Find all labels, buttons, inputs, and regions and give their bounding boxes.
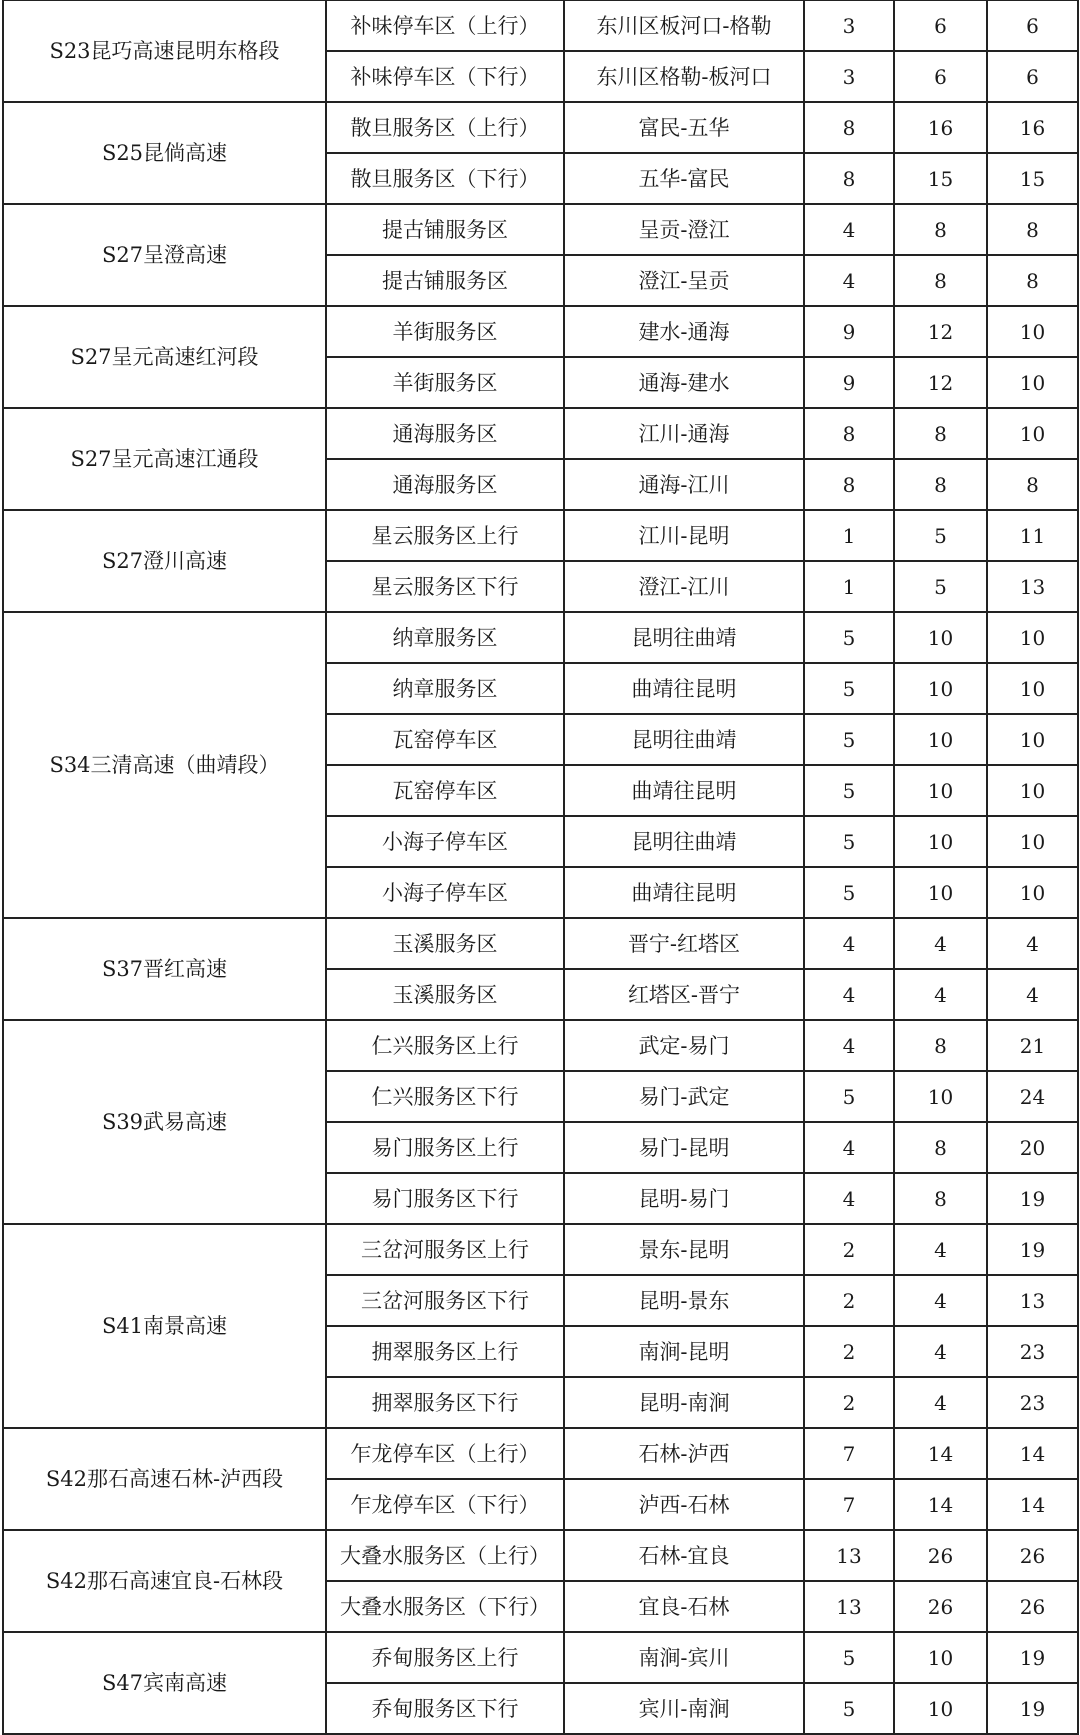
facility-name-cell: 大叠水服务区（下行） (326, 1581, 564, 1632)
direction-cell: 江川-通海 (564, 408, 804, 459)
facility-name-cell: 玉溪服务区 (326, 918, 564, 969)
value-c-cell: 23 (987, 1326, 1078, 1377)
direction-cell: 东川区板河口-格勒 (564, 0, 804, 51)
value-c-cell: 23 (987, 1377, 1078, 1428)
value-b-cell: 4 (894, 1224, 987, 1275)
value-b-cell: 6 (894, 51, 987, 102)
value-a-cell: 8 (804, 102, 894, 153)
direction-cell: 宾川-南涧 (564, 1683, 804, 1734)
direction-cell: 晋宁-红塔区 (564, 918, 804, 969)
direction-cell: 江川-昆明 (564, 510, 804, 561)
value-b-cell: 10 (894, 816, 987, 867)
value-a-cell: 4 (804, 918, 894, 969)
direction-cell: 易门-昆明 (564, 1122, 804, 1173)
value-c-cell: 19 (987, 1683, 1078, 1734)
facility-name-cell: 乔甸服务区上行 (326, 1632, 564, 1683)
value-a-cell: 4 (804, 204, 894, 255)
table-row (3, 612, 1078, 663)
value-b-cell: 14 (894, 1479, 987, 1530)
table-row (3, 1530, 1078, 1581)
value-a-cell: 1 (804, 561, 894, 612)
table-row (3, 204, 1078, 255)
value-a-cell: 1 (804, 510, 894, 561)
facility-name-cell: 纳章服务区 (326, 663, 564, 714)
value-c-cell: 8 (987, 459, 1078, 510)
value-b-cell: 8 (894, 255, 987, 306)
value-c-cell: 11 (987, 510, 1078, 561)
value-a-cell: 2 (804, 1224, 894, 1275)
direction-cell: 昆明-景东 (564, 1275, 804, 1326)
facility-name-cell: 羊街服务区 (326, 357, 564, 408)
value-a-cell: 5 (804, 663, 894, 714)
road-name-cell: S27呈元高速红河段 (3, 306, 326, 408)
value-a-cell: 5 (804, 612, 894, 663)
value-b-cell: 10 (894, 1683, 987, 1734)
direction-cell: 昆明往曲靖 (564, 714, 804, 765)
facility-name-cell: 瓦窑停车区 (326, 714, 564, 765)
value-b-cell: 4 (894, 1377, 987, 1428)
value-a-cell: 4 (804, 1122, 894, 1173)
direction-cell: 昆明-易门 (564, 1173, 804, 1224)
direction-cell: 曲靖往昆明 (564, 867, 804, 918)
facility-name-cell: 玉溪服务区 (326, 969, 564, 1020)
value-b-cell: 12 (894, 357, 987, 408)
direction-cell: 富民-五华 (564, 102, 804, 153)
value-b-cell: 16 (894, 102, 987, 153)
road-name-cell: S42那石高速石林-泸西段 (3, 1428, 326, 1530)
value-a-cell: 7 (804, 1428, 894, 1479)
direction-cell: 景东-昆明 (564, 1224, 804, 1275)
road-name-cell: S34三清高速（曲靖段） (3, 612, 326, 918)
facility-name-cell: 通海服务区 (326, 408, 564, 459)
value-b-cell: 4 (894, 1326, 987, 1377)
value-b-cell: 4 (894, 1275, 987, 1326)
table-row (3, 0, 1078, 51)
facility-name-cell: 提古铺服务区 (326, 255, 564, 306)
road-name-cell: S47宾南高速 (3, 1632, 326, 1734)
road-name-cell: S39武易高速 (3, 1020, 326, 1224)
value-b-cell: 8 (894, 1020, 987, 1071)
road-name-cell: S27呈澄高速 (3, 204, 326, 306)
value-c-cell: 19 (987, 1224, 1078, 1275)
value-b-cell: 4 (894, 969, 987, 1020)
table-row (3, 1224, 1078, 1275)
value-b-cell: 15 (894, 153, 987, 204)
table-row (3, 306, 1078, 357)
facility-name-cell: 通海服务区 (326, 459, 564, 510)
facility-name-cell: 补味停车区（下行） (326, 51, 564, 102)
direction-cell: 通海-建水 (564, 357, 804, 408)
value-b-cell: 10 (894, 663, 987, 714)
value-c-cell: 19 (987, 1173, 1078, 1224)
direction-cell: 昆明-南涧 (564, 1377, 804, 1428)
facility-name-cell: 小海子停车区 (326, 816, 564, 867)
facility-name-cell: 提古铺服务区 (326, 204, 564, 255)
value-a-cell: 4 (804, 1020, 894, 1071)
value-b-cell: 8 (894, 459, 987, 510)
value-b-cell: 14 (894, 1428, 987, 1479)
value-a-cell: 13 (804, 1581, 894, 1632)
value-c-cell: 10 (987, 714, 1078, 765)
value-c-cell: 10 (987, 765, 1078, 816)
facility-name-cell: 拥翠服务区上行 (326, 1326, 564, 1377)
direction-cell: 澄江-呈贡 (564, 255, 804, 306)
table-row (3, 1020, 1078, 1071)
facility-name-cell: 补味停车区（上行） (326, 0, 564, 51)
value-b-cell: 10 (894, 867, 987, 918)
road-name-cell: S25昆倘高速 (3, 102, 326, 204)
table-row (3, 1428, 1078, 1479)
value-b-cell: 8 (894, 1173, 987, 1224)
facility-name-cell: 乍龙停车区（下行） (326, 1479, 564, 1530)
direction-cell: 呈贡-澄江 (564, 204, 804, 255)
direction-cell: 宜良-石林 (564, 1581, 804, 1632)
value-b-cell: 8 (894, 204, 987, 255)
value-b-cell: 10 (894, 765, 987, 816)
value-c-cell: 8 (987, 204, 1078, 255)
direction-cell: 昆明往曲靖 (564, 612, 804, 663)
value-c-cell: 6 (987, 51, 1078, 102)
facility-name-cell: 纳章服务区 (326, 612, 564, 663)
value-a-cell: 5 (804, 1632, 894, 1683)
value-a-cell: 4 (804, 255, 894, 306)
value-c-cell: 16 (987, 102, 1078, 153)
value-c-cell: 10 (987, 867, 1078, 918)
value-a-cell: 8 (804, 459, 894, 510)
facility-name-cell: 散旦服务区（下行） (326, 153, 564, 204)
direction-cell: 南涧-宾川 (564, 1632, 804, 1683)
facility-name-cell: 瓦窑停车区 (326, 765, 564, 816)
facility-name-cell: 星云服务区上行 (326, 510, 564, 561)
value-a-cell: 9 (804, 306, 894, 357)
value-c-cell: 10 (987, 663, 1078, 714)
value-a-cell: 5 (804, 816, 894, 867)
value-c-cell: 4 (987, 918, 1078, 969)
road-name-cell: S37晋红高速 (3, 918, 326, 1020)
direction-cell: 石林-泸西 (564, 1428, 804, 1479)
value-c-cell: 24 (987, 1071, 1078, 1122)
facility-name-cell: 小海子停车区 (326, 867, 564, 918)
road-name-cell: S41南景高速 (3, 1224, 326, 1428)
value-a-cell: 8 (804, 408, 894, 459)
road-name-cell: S23昆巧高速昆明东格段 (3, 0, 326, 102)
value-a-cell: 3 (804, 0, 894, 51)
value-b-cell: 6 (894, 0, 987, 51)
direction-cell: 南涧-昆明 (564, 1326, 804, 1377)
facility-name-cell: 乔甸服务区下行 (326, 1683, 564, 1734)
direction-cell: 武定-易门 (564, 1020, 804, 1071)
facility-name-cell: 易门服务区下行 (326, 1173, 564, 1224)
direction-cell: 曲靖往昆明 (564, 663, 804, 714)
value-c-cell: 10 (987, 816, 1078, 867)
direction-cell: 通海-江川 (564, 459, 804, 510)
service-area-table (2, 0, 1079, 1735)
value-b-cell: 8 (894, 1122, 987, 1173)
value-b-cell: 26 (894, 1581, 987, 1632)
value-b-cell: 10 (894, 1632, 987, 1683)
value-c-cell: 13 (987, 1275, 1078, 1326)
direction-cell: 东川区格勒-板河口 (564, 51, 804, 102)
value-b-cell: 4 (894, 918, 987, 969)
facility-name-cell: 羊街服务区 (326, 306, 564, 357)
value-b-cell: 5 (894, 510, 987, 561)
value-a-cell: 2 (804, 1377, 894, 1428)
value-a-cell: 2 (804, 1275, 894, 1326)
value-c-cell: 15 (987, 153, 1078, 204)
value-a-cell: 5 (804, 1683, 894, 1734)
value-c-cell: 4 (987, 969, 1078, 1020)
value-b-cell: 10 (894, 1071, 987, 1122)
value-a-cell: 4 (804, 969, 894, 1020)
facility-name-cell: 散旦服务区（上行） (326, 102, 564, 153)
facility-name-cell: 乍龙停车区（上行） (326, 1428, 564, 1479)
facility-name-cell: 三岔河服务区上行 (326, 1224, 564, 1275)
value-a-cell: 3 (804, 51, 894, 102)
value-c-cell: 21 (987, 1020, 1078, 1071)
facility-name-cell: 三岔河服务区下行 (326, 1275, 564, 1326)
value-c-cell: 6 (987, 0, 1078, 51)
direction-cell: 曲靖往昆明 (564, 765, 804, 816)
direction-cell: 澄江-江川 (564, 561, 804, 612)
direction-cell: 五华-富民 (564, 153, 804, 204)
facility-name-cell: 仁兴服务区下行 (326, 1071, 564, 1122)
road-name-cell: S27澄川高速 (3, 510, 326, 612)
direction-cell: 泸西-石林 (564, 1479, 804, 1530)
table-body (3, 0, 1078, 1734)
value-a-cell: 9 (804, 357, 894, 408)
value-b-cell: 8 (894, 408, 987, 459)
value-a-cell: 4 (804, 1173, 894, 1224)
facility-name-cell: 易门服务区上行 (326, 1122, 564, 1173)
value-c-cell: 26 (987, 1530, 1078, 1581)
value-c-cell: 8 (987, 255, 1078, 306)
value-c-cell: 13 (987, 561, 1078, 612)
facility-name-cell: 星云服务区下行 (326, 561, 564, 612)
table-row (3, 408, 1078, 459)
direction-cell: 易门-武定 (564, 1071, 804, 1122)
value-b-cell: 10 (894, 714, 987, 765)
table-row (3, 102, 1078, 153)
value-b-cell: 5 (894, 561, 987, 612)
value-c-cell: 14 (987, 1428, 1078, 1479)
road-name-cell: S27呈元高速江通段 (3, 408, 326, 510)
value-b-cell: 26 (894, 1530, 987, 1581)
value-a-cell: 8 (804, 153, 894, 204)
value-a-cell: 5 (804, 765, 894, 816)
value-a-cell: 5 (804, 714, 894, 765)
road-name-cell: S42那石高速宜良-石林段 (3, 1530, 326, 1632)
value-c-cell: 10 (987, 612, 1078, 663)
value-c-cell: 26 (987, 1581, 1078, 1632)
value-a-cell: 2 (804, 1326, 894, 1377)
value-a-cell: 5 (804, 867, 894, 918)
value-c-cell: 10 (987, 357, 1078, 408)
value-c-cell: 20 (987, 1122, 1078, 1173)
direction-cell: 红塔区-晋宁 (564, 969, 804, 1020)
table-row (3, 1632, 1078, 1683)
facility-name-cell: 拥翠服务区下行 (326, 1377, 564, 1428)
value-b-cell: 12 (894, 306, 987, 357)
value-c-cell: 19 (987, 1632, 1078, 1683)
value-b-cell: 10 (894, 612, 987, 663)
direction-cell: 石林-宜良 (564, 1530, 804, 1581)
value-a-cell: 5 (804, 1071, 894, 1122)
direction-cell: 昆明往曲靖 (564, 816, 804, 867)
facility-name-cell: 仁兴服务区上行 (326, 1020, 564, 1071)
direction-cell: 建水-通海 (564, 306, 804, 357)
value-c-cell: 10 (987, 408, 1078, 459)
table-row (3, 510, 1078, 561)
value-a-cell: 13 (804, 1530, 894, 1581)
value-a-cell: 7 (804, 1479, 894, 1530)
table-row (3, 918, 1078, 969)
facility-name-cell: 大叠水服务区（上行） (326, 1530, 564, 1581)
value-c-cell: 10 (987, 306, 1078, 357)
value-c-cell: 14 (987, 1479, 1078, 1530)
